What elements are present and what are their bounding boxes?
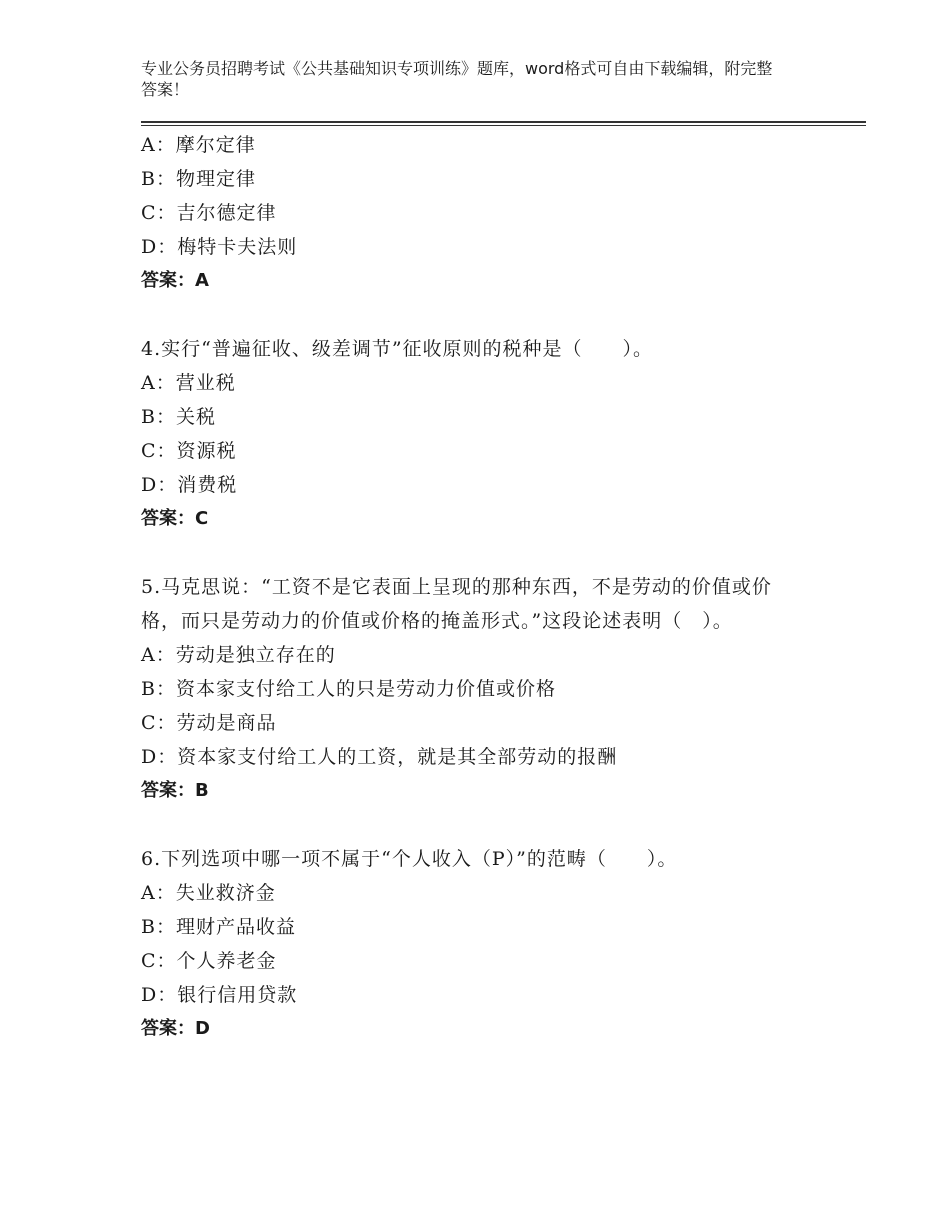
option-d: D：资本家支付给工人的工资，就是其全部劳动的报酬: [141, 746, 618, 768]
option-b: B：物理定律: [141, 168, 256, 190]
header-rule-thick: [141, 121, 866, 123]
option-b: B：资本家支付给工人的只是劳动力价值或价格: [141, 678, 556, 700]
question-5: [141, 570, 801, 808]
option-d: D：梅特卡夫法则: [141, 236, 298, 258]
option-c: C：个人养老金: [141, 950, 277, 972]
answer: 答案：B: [141, 780, 209, 801]
question-4: [141, 332, 801, 536]
question-stem: 6.下列选项中哪一项不属于“个人收入（P）”的范畴（ ）。: [141, 848, 678, 870]
option-b: B：关税: [141, 406, 216, 428]
question-list: [141, 128, 801, 1046]
header-rule-thin: [141, 125, 866, 126]
answer: 答案：C: [141, 508, 209, 529]
option-d: D：银行信用贷款: [141, 984, 298, 1006]
question-6: [141, 842, 801, 1046]
option-b: B：理财产品收益: [141, 916, 296, 938]
option-a: A：失业救济金: [141, 882, 276, 904]
answer: 答案：D: [141, 1018, 210, 1039]
option-c: C：资源税: [141, 440, 237, 462]
question-stem: 4.实行“普遍征收、级差调节”征收原则的税种是（ ）。: [141, 338, 654, 360]
option-c: C：吉尔德定律: [141, 202, 277, 224]
option-a: A：营业税: [141, 372, 236, 394]
question-stem: 5.马克思说：“工资不是它表面上呈现的那种东西，不是劳动的价值或价格，而只是劳动力的价值或价格的掩盖形式。”这段论述表明（ ）。: [141, 576, 772, 632]
answer: 答案：A: [141, 270, 209, 291]
option-c: C：劳动是商品: [141, 712, 277, 734]
document-header: 专业公务员招聘考试《公共基础知识专项训练》题库，word格式可自由下载编辑，附完整答案！: [141, 59, 773, 99]
question-3: [141, 128, 801, 298]
option-a: A：劳动是独立存在的: [141, 644, 336, 666]
option-a: A：摩尔定律: [141, 134, 256, 156]
option-d: D：消费税: [141, 474, 238, 496]
